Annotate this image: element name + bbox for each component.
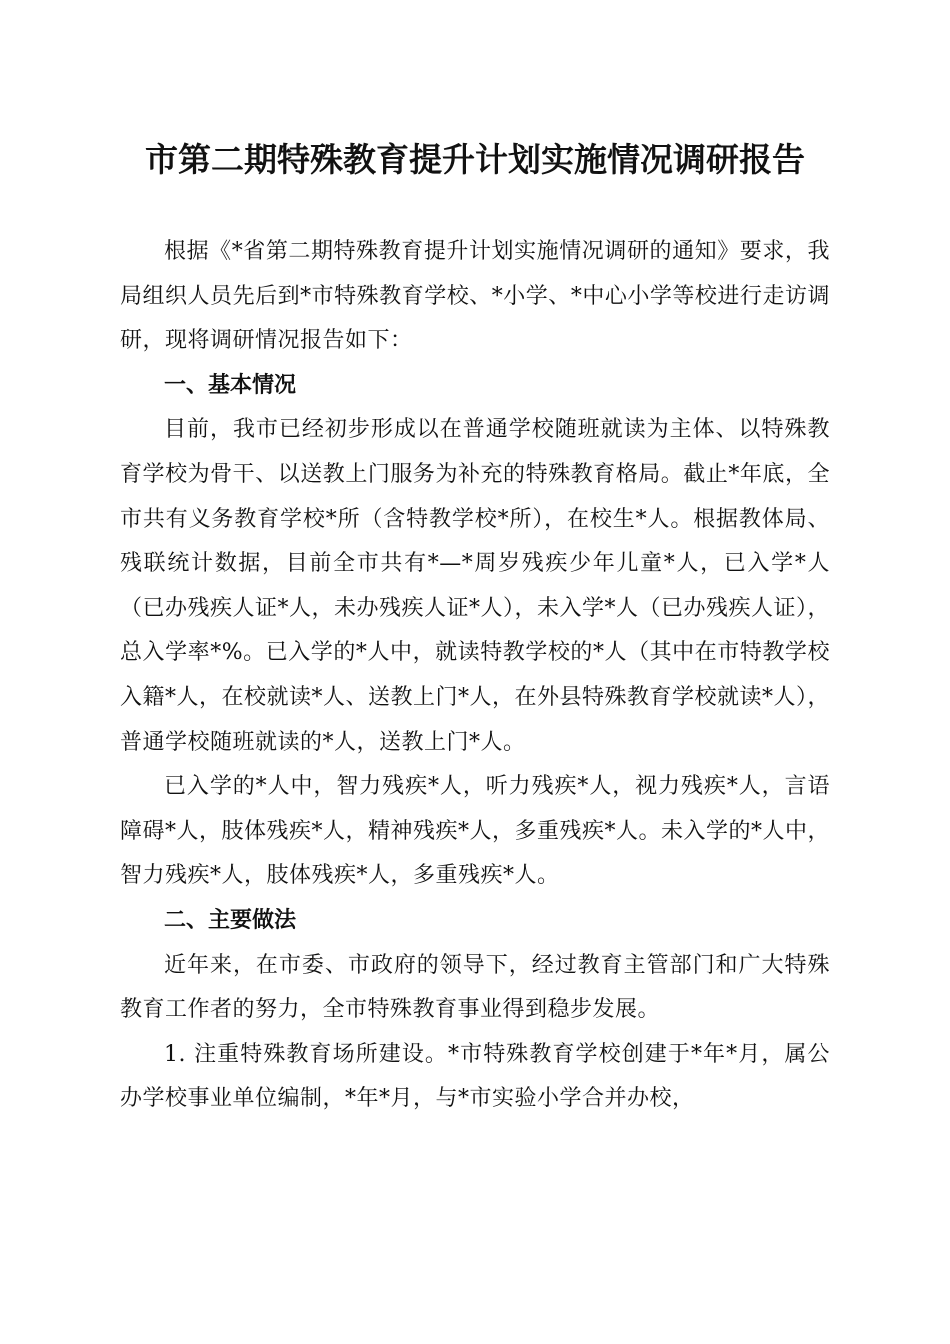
main-practices-paragraph-2: 1. 注重特殊教育场所建设。*市特殊教育学校创建于*年*月，属公办学校事业单位编制，*年*月，与*市实验小学合并办校， (120, 1041, 830, 1112)
document-body (120, 230, 830, 1122)
basic-situation-paragraph-1: 目前，我市已经初步形成以在普通学校随班就读为主体、以特殊教育学校为骨干、以送教上门服务为补充的特殊教育格局。截止*年底，全市共有义务教育学校*所（含特教学校*所），在校生*人。根据教体局、残联统计数据，目前全市共有*—*周岁残疾少年儿童*人，已入学*人（已办残疾人证*人，未办残疾人证*人），未入学*人（已办残疾人证），总入学率*%。已入学的*人中，就读特教学校的*人（其中在市特教学校入籍*人，在校就读*人、送教上门*人，在外县特殊教育学校就读*人），普通学校随班就读的*人，送教上门*人。 (120, 417, 831, 755)
section-heading-main-practices: 二、主要做法 (164, 907, 297, 933)
section-heading-basic-situation: 一、基本情况 (164, 372, 297, 398)
main-practices-paragraph-1: 近年来，在市委、市政府的领导下，经过教育主管部门和广大特殊教育工作者的努力，全市特殊教育事业得到稳步发展。 (120, 952, 830, 1023)
intro-paragraph: 根据《*省第二期特殊教育提升计划实施情况调研的通知》要求，我局组织人员先后到*市特殊教育学校、*小学、*中心小学等校进行走访调研，现将调研情况报告如下： (120, 239, 830, 354)
basic-situation-paragraph-2: 已入学的*人中，智力残疾*人，听力残疾*人，视力残疾*人，言语障碍*人，肢体残疾*人，精神残疾*人，多重残疾*人。未入学的*人中，智力残疾*人，肢体残疾*人，多重残疾*人。 (120, 774, 831, 889)
document-title: 市第二期特殊教育提升计划实施情况调研报告 (145, 140, 805, 179)
